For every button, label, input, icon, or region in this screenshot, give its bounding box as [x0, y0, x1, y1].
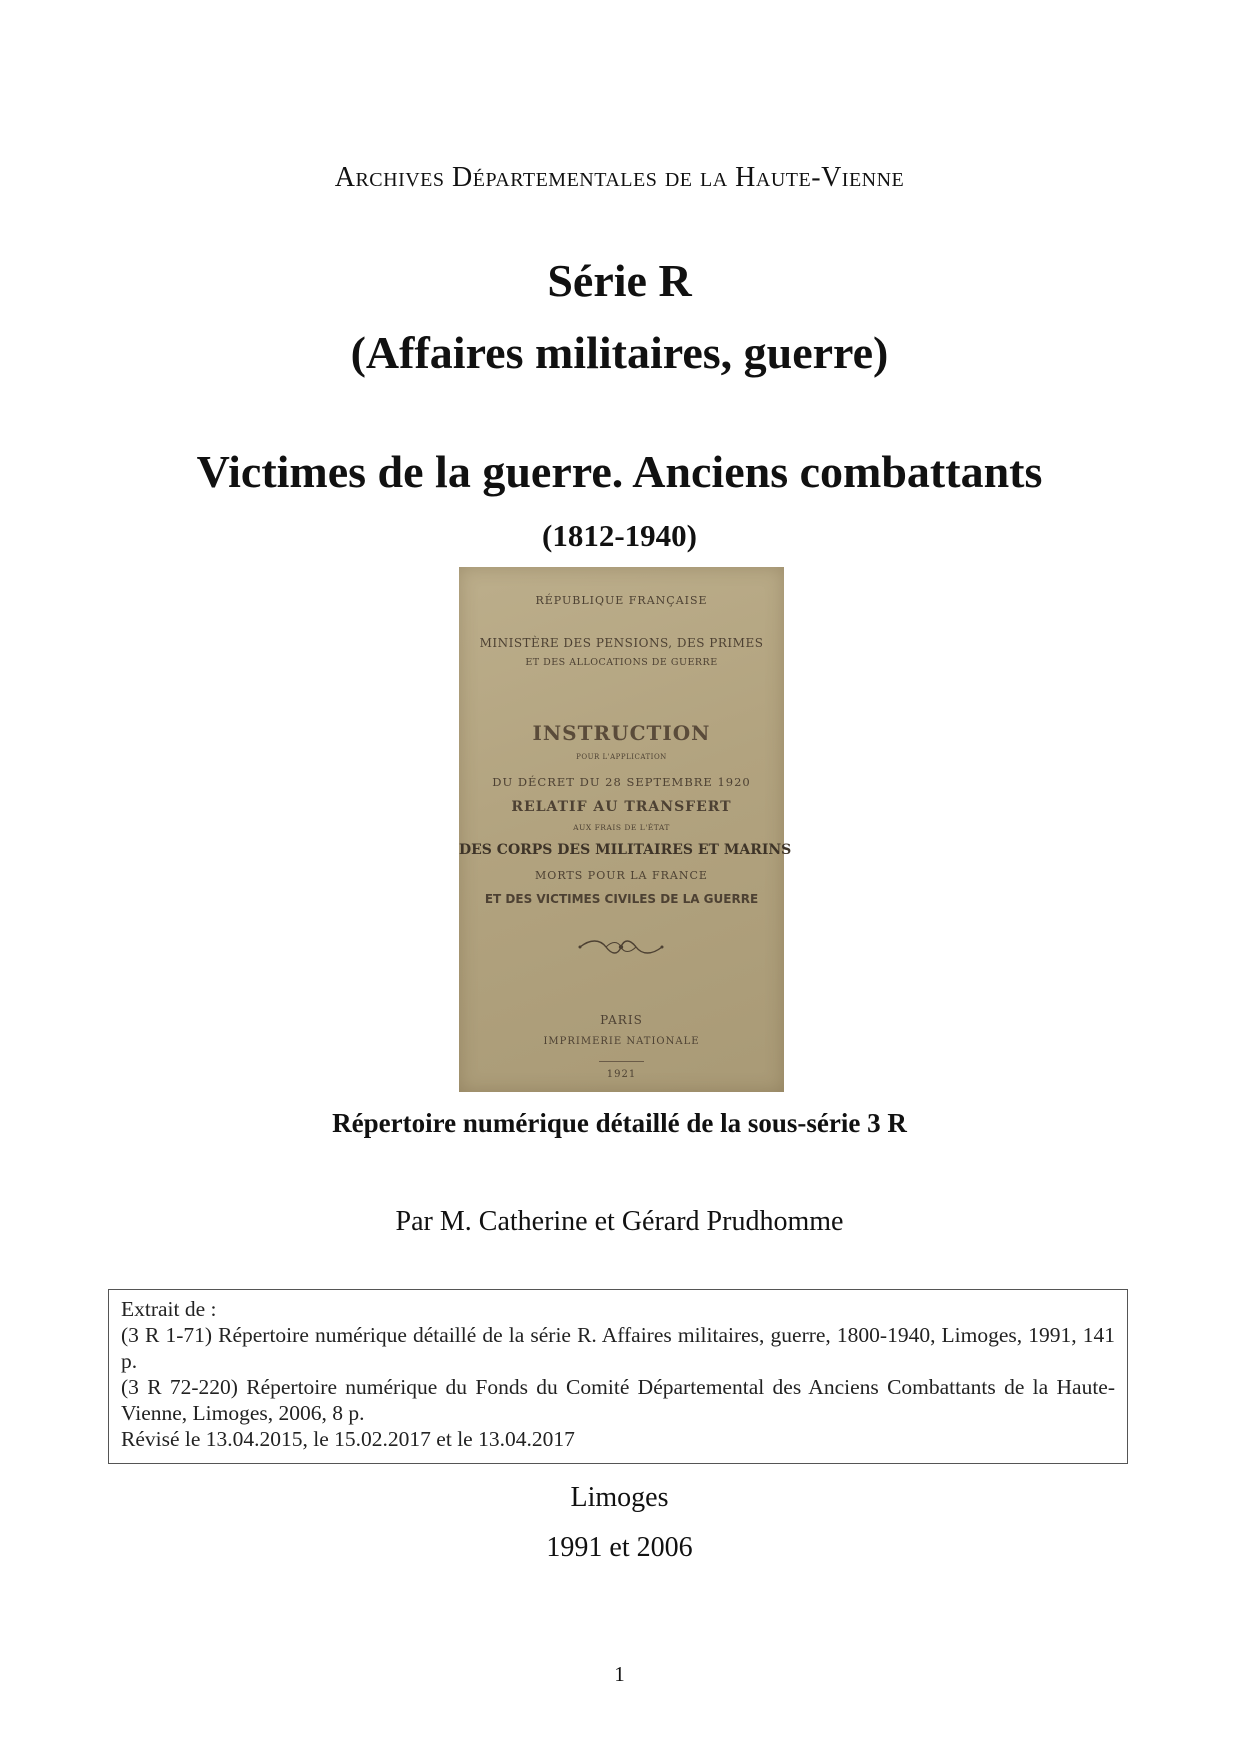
date-range: (1812-1940): [542, 518, 697, 553]
extract-item-1: (3 R 1-71) Répertoire numérique détaillé de la série R. Affaires militaires, guerre, 1800-1940, Limoges, 1991, 141 p.: [121, 1323, 1115, 1373]
publication-years: 1991 et 2006: [546, 1532, 693, 1563]
serie-subtitle: (Affaires militaires, guerre): [350, 327, 889, 378]
extract-box: [108, 1289, 1128, 1464]
extract-intro: Extrait de :: [121, 1297, 217, 1321]
page-number: 1: [614, 1662, 625, 1686]
cover-image: [459, 567, 792, 1092]
cover-ministere-line1: MINISTÈRE DES PENSIONS, DES PRIMES: [479, 636, 764, 650]
cover-corps: DES CORPS DES MILITAIRES ET MARINS: [459, 842, 792, 858]
extract-item-2: (3 R 72-220) Répertoire numérique du Fonds du Comité Départemental des Anciens Combattants de la Haute-Vienne, Limoges, 2006, 8 p.: [121, 1375, 1115, 1425]
cover-victimes: ET DES VICTIMES CIVILES DE LA GUERRE: [484, 892, 759, 906]
extract-revision: Révisé le 13.04.2015, le 15.02.2017 et le 13.04.2017: [121, 1427, 575, 1451]
ornament-icon: [576, 935, 666, 959]
cover-year: 1921: [606, 1069, 637, 1080]
repertoire-title: Répertoire numérique détaillé de la sous-série 3 R: [332, 1108, 907, 1138]
cover-imprimerie: IMPRIMERIE NATIONALE: [543, 1036, 700, 1047]
main-title: Victimes de la guerre. Anciens combattants: [196, 446, 1043, 497]
cover-pour: POUR L'APPLICATION: [576, 753, 667, 761]
serie-title: Série R: [547, 255, 692, 306]
cover-morts: MORTS POUR LA FRANCE: [535, 869, 708, 882]
cover-frais: AUX FRAIS DE L'ÉTAT: [573, 823, 670, 832]
cover-divider: [599, 1061, 644, 1062]
cover-relatif: RELATIF AU TRANSFERT: [511, 799, 732, 815]
cover-ministere-line2: ET DES ALLOCATIONS DE GUERRE: [525, 657, 718, 668]
publication-place: Limoges: [570, 1482, 669, 1513]
cover-republique: RÉPUBLIQUE FRANÇAISE: [535, 594, 708, 607]
authors: Par M. Catherine et Gérard Prudhomme: [395, 1206, 844, 1237]
cover-instruction: INSTRUCTION: [532, 721, 711, 745]
institution-header: Archives Départementales de la Haute-Vienne: [334, 162, 905, 193]
cover-decret: DU DÉCRET DU 28 SEPTEMBRE 1920: [492, 775, 751, 789]
cover-paris: PARIS: [600, 1013, 643, 1027]
